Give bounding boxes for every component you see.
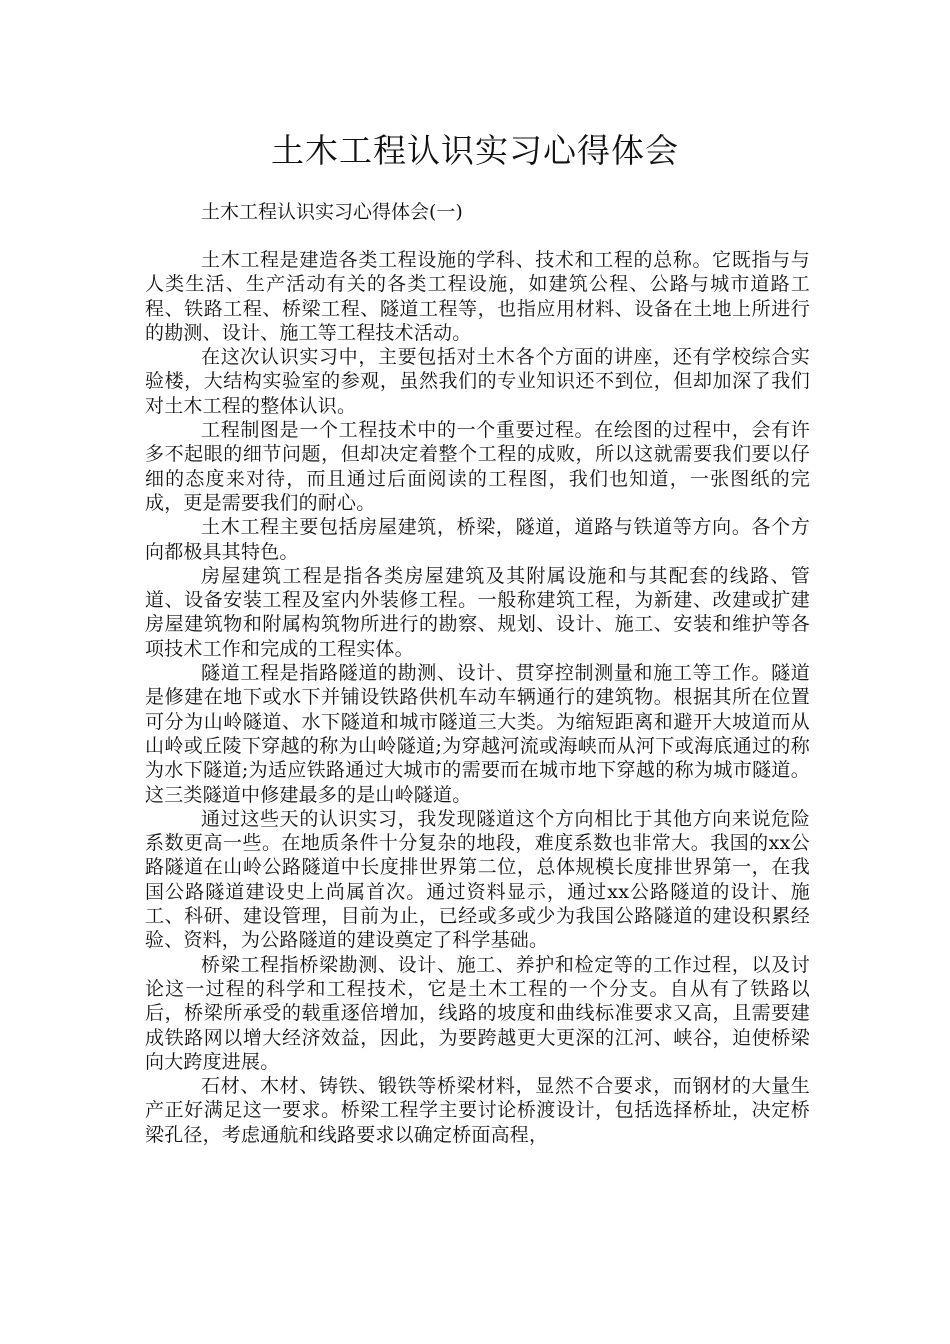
paragraph-bridge-materials: 石材、木材、铸铁、锻铁等桥梁材料，显然不合要求，而钢材的大量生产正好满足这一要求。桥梁工程学主要讨论桥渡设计，包括选择桥址，决定桥梁孔径，考虑通航和线路要求以确定桥面高程， <box>145 1075 810 1146</box>
paragraph-directions: 土木工程主要包括房屋建筑，桥梁，隧道，道路与铁道等方向。各个方向都极具其特色。 <box>145 516 810 563</box>
paragraph-tunnel-reflection: 通过这些天的认识实习，我发现隧道这个方向相比于其他方向来说危险系数更高一些。在地质条件十分复杂的地段，难度系数也非常大。我国的xx公路隧道在山岭公路隧道中长度排世界第二位，总体规模长度排世界第一，在我国公路隧道建设史上尚属首次。通过资料显示，通过xx公路隧道的设计、施工、科研、建设管理，目前为止，已经或多或少为我国公路隧道的建设积累经验、资料，为公路隧道的建设奠定了科学基础。 <box>145 807 810 952</box>
document-body <box>145 248 810 1147</box>
document-title: 土木工程认识实习心得体会 <box>271 131 679 170</box>
paragraph-building: 房屋建筑工程是指各类房屋建筑及其附属设施和与其配套的线路、管道、设备安装工程及室内外装修工程。一般称建筑工程，为新建、改建或扩建房屋建筑物和附属构筑物所进行的勘察、规划、设计、施工、安装和维护等各项技术工作和完成的工程实体。 <box>145 564 810 660</box>
paragraph-internship: 在这次认识实习中，主要包括对土木各个方面的讲座，还有学校综合实验楼，大结构实验室的参观，虽然我们的专业知识还不到位，但却加深了我们对土木工程的整体认识。 <box>145 346 810 417</box>
paragraph-drawing: 工程制图是一个工程技术中的一个重要过程。在绘图的过程中，会有许多不起眼的细节问题，但却决定着整个工程的成败，所以这就需要我们要以仔细的态度来对待，而且通过后面阅读的工程图，我们也知道，一张图纸的完成，更是需要我们的耐心。 <box>145 419 810 514</box>
paragraph-bridge: 桥梁工程指桥梁勘测、设计、施工、养护和检定等的工作过程，以及讨论这一过程的科学和工程技术，它是土木工程的一个分支。自从有了铁路以后，桥梁所承受的载重逐倍增加，线路的坡度和曲线标准要求又高，且需要建成铁路网以增大经济效益，因此，为要跨越更大更深的江河、峡谷，迫使桥梁向大跨度进展。 <box>145 953 810 1073</box>
document-subtitle: 土木工程认识实习心得体会(一) <box>201 201 463 223</box>
paragraph-intro: 土木工程是建造各类工程设施的学科、技术和工程的总称。它既指与与人类生活、生产活动有关的各类工程设施，如建筑公程、公路与城市道路工程、铁路工程、桥梁工程、隧道工程等，也指应用材料、设备在土地上所进行的勘测、设计、施工等工程技术活动。 <box>145 249 810 344</box>
paragraph-tunnel: 隧道工程是指路隧道的勘测、设计、贯穿控制测量和施工等工作。隧道是修建在地下或水下并铺设铁路供机车动车辆通行的建筑物。根据其所在位置可分为山岭隧道、水下隧道和城市隧道三大类。为缩短距离和避开大坡道而从山岭或丘陵下穿越的称为山岭隧道;为穿越河流或海峡而从河下或海底通过的称为水下隧道;为适应铁路通过大城市的需要而在城市地下穿越的称为城市隧道。这三类隧道中修建最多的是山岭隧道。 <box>145 662 810 806</box>
